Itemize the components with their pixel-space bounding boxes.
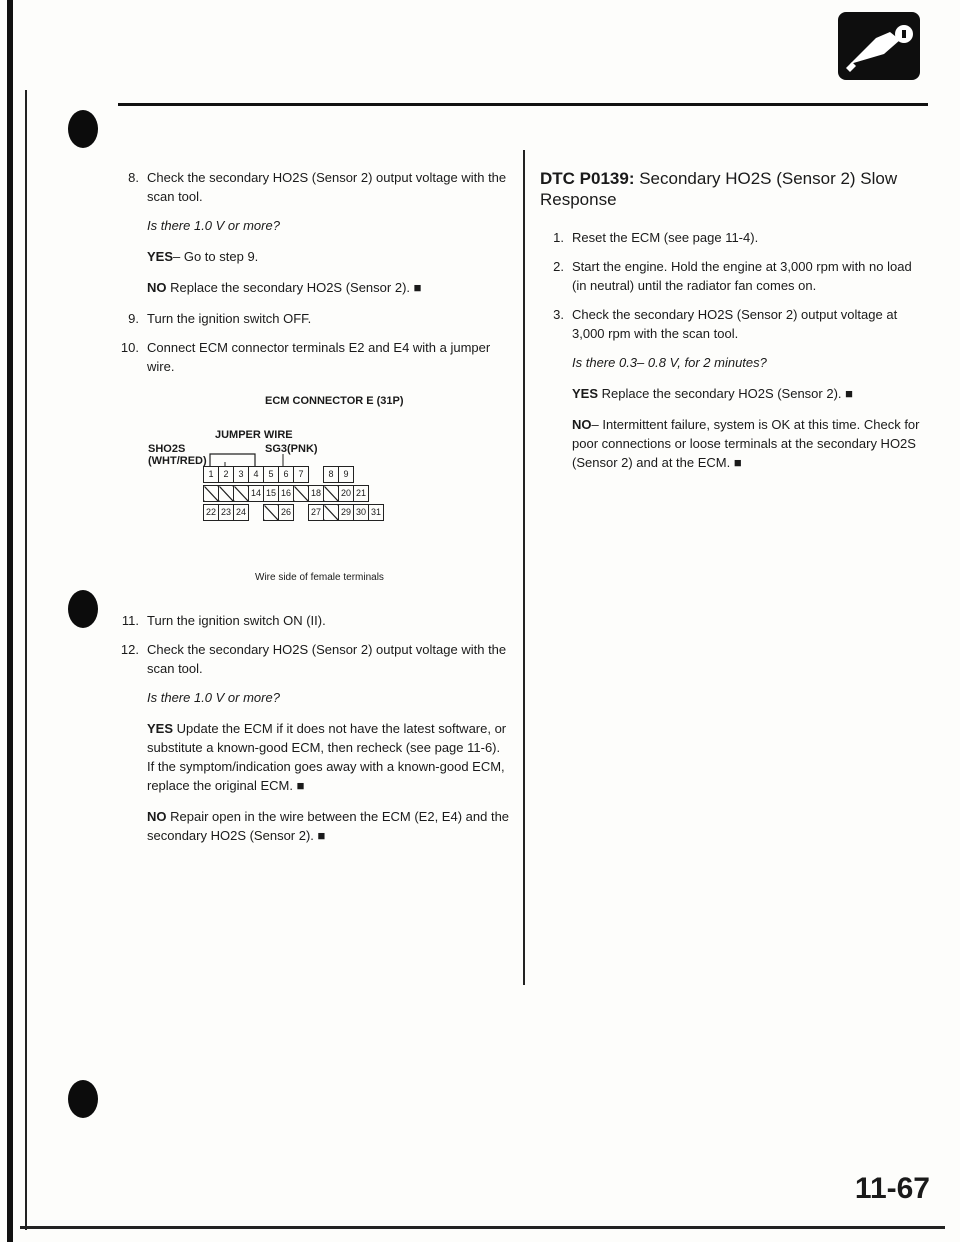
terminal-27: 27 [309,505,324,521]
bottom-rule [20,1226,945,1229]
step-8-yes [115,247,510,266]
step-11 [115,611,510,630]
step-3-question: Is there 0.3– 0.8 V, for 2 minutes? [572,355,767,370]
step-8 [115,168,510,206]
step-number: 8. [128,170,139,185]
terminal-20: 20 [339,486,354,502]
step-number: 1. [553,230,564,245]
step-3 [540,305,920,343]
terminal-29: 29 [339,505,354,521]
step-text: Connect ECM connector terminals E2 and E4 with a jumper wire. [147,340,491,374]
no-label: NO [147,809,167,824]
no-text: – Intermittent failure, system is OK at this time. Check for poor connections or loose terminals at the secondary HO2S (Sensor 2) and at the ECM. ■ [572,417,920,470]
step-text: Turn the ignition switch ON (II). [147,613,326,628]
sho2s-label: SHO2S [148,443,186,455]
sg3-label: SG3(PNK) [265,443,318,455]
margin-line [25,90,27,1230]
terminal-9: 9 [339,467,354,483]
terminal-unused [234,486,249,502]
terminal-26: 26 [279,505,294,521]
yes-label: YES [147,721,174,736]
step-12 [115,640,510,678]
terminal-unused [324,486,339,502]
yes-label: YES [572,386,599,401]
terminal-8: 8 [324,467,339,483]
dtc-title [540,168,920,210]
yes-label: YES [147,249,174,264]
step-text: Check the secondary HO2S (Sensor 2) output voltage with the scan tool. [147,170,507,204]
wire-color-label: (WHT/RED) [148,455,207,467]
terminal-1: 1 [204,467,219,483]
step-text: Check the secondary HO2S (Sensor 2) output voltage with the scan tool. [147,642,507,676]
terminal-unused [264,505,279,521]
right-column [540,168,920,484]
terminal-6: 6 [279,467,294,483]
jumper-wire-label: JUMPER WIRE [215,429,293,441]
gap [249,505,264,521]
terminal-15: 15 [264,486,279,502]
no-text: Repair open in the wire between the ECM (E2, E4) and the secondary HO2S (Sensor 2). ■ [147,809,510,843]
yes-text: Replace the secondary HO2S (Sensor 2). ■ [598,386,853,401]
terminal-14: 14 [249,486,264,502]
step-text: Check the secondary HO2S (Sensor 2) output voltage at 3,000 rpm with the scan tool. [572,307,898,341]
diagram-title: ECM CONNECTOR E (31P) [265,395,404,407]
connector-row-3 [203,504,384,521]
left-column [115,168,510,857]
ecm-connector-diagram [115,392,510,542]
terminal-22: 22 [204,505,219,521]
gap [309,467,324,483]
no-text: Replace the secondary HO2S (Sensor 2). ■ [166,280,422,295]
terminal-unused [324,505,339,521]
terminal-7: 7 [294,467,309,483]
terminal-18: 18 [309,486,324,502]
step-text: Turn the ignition switch OFF. [147,311,312,326]
connector-row-1 [203,466,354,483]
terminal-unused [219,486,234,502]
terminal-unused [294,486,309,502]
terminal-5: 5 [264,467,279,483]
step-number: 3. [553,307,564,322]
terminal-2: 2 [219,467,234,483]
step-number: 10. [120,340,139,355]
header-rule [118,103,928,106]
page-number: 11-67 [854,1172,930,1205]
fuel-emissions-section-icon [838,12,920,80]
step-text: Start the engine. Hold the engine at 3,000 rpm with no load (in neutral) until the radiator fan comes on. [572,259,912,293]
step-2 [540,257,920,295]
terminal-4: 4 [249,467,264,483]
step-number: 12. [120,642,139,657]
step-12-no [115,807,510,845]
step-12-yes [115,719,510,795]
step-3-no [540,415,920,472]
binder-edge [7,0,13,1242]
terminal-30: 30 [354,505,369,521]
step-3-yes [540,384,920,403]
punch-hole-2 [68,590,98,628]
terminal-24: 24 [234,505,249,521]
step-12-question: Is there 1.0 V or more? [147,690,280,705]
step-number: 9. [128,311,139,326]
terminal-23: 23 [219,505,234,521]
terminal-31: 31 [369,505,384,521]
step-8-question: Is there 1.0 V or more? [147,218,280,233]
column-divider [523,150,525,985]
dtc-description: Secondary HO2S (Sensor 2) Slow Response [540,169,898,209]
terminal-16: 16 [279,486,294,502]
step-number: 11. [121,613,139,628]
punch-hole-3 [68,1080,98,1118]
terminal-unused [204,486,219,502]
no-label: NO [147,280,167,295]
step-number: 2. [553,259,564,274]
step-8-no [115,278,510,297]
step-9 [115,309,510,328]
terminal-21: 21 [354,486,369,502]
diagram-caption: Wire side of female terminals [255,572,384,583]
punch-hole-1 [68,110,98,148]
step-1 [540,228,920,247]
yes-text: – Go to step 9. [173,249,259,264]
gap [294,505,309,521]
terminal-3: 3 [234,467,249,483]
connector-row-2 [203,485,369,502]
no-label: NO [572,417,592,432]
yes-text: Update the ECM if it does not have the latest software, or substitute a known-good ECM, then recheck (see page 11-6). If the symptom/indication goes away with a known-good ECM, replace the original ECM. ■ [147,721,507,793]
step-text: Reset the ECM (see page 11-4). [572,230,759,245]
step-10 [115,338,510,376]
dtc-code: DTC P0139: [540,169,635,188]
